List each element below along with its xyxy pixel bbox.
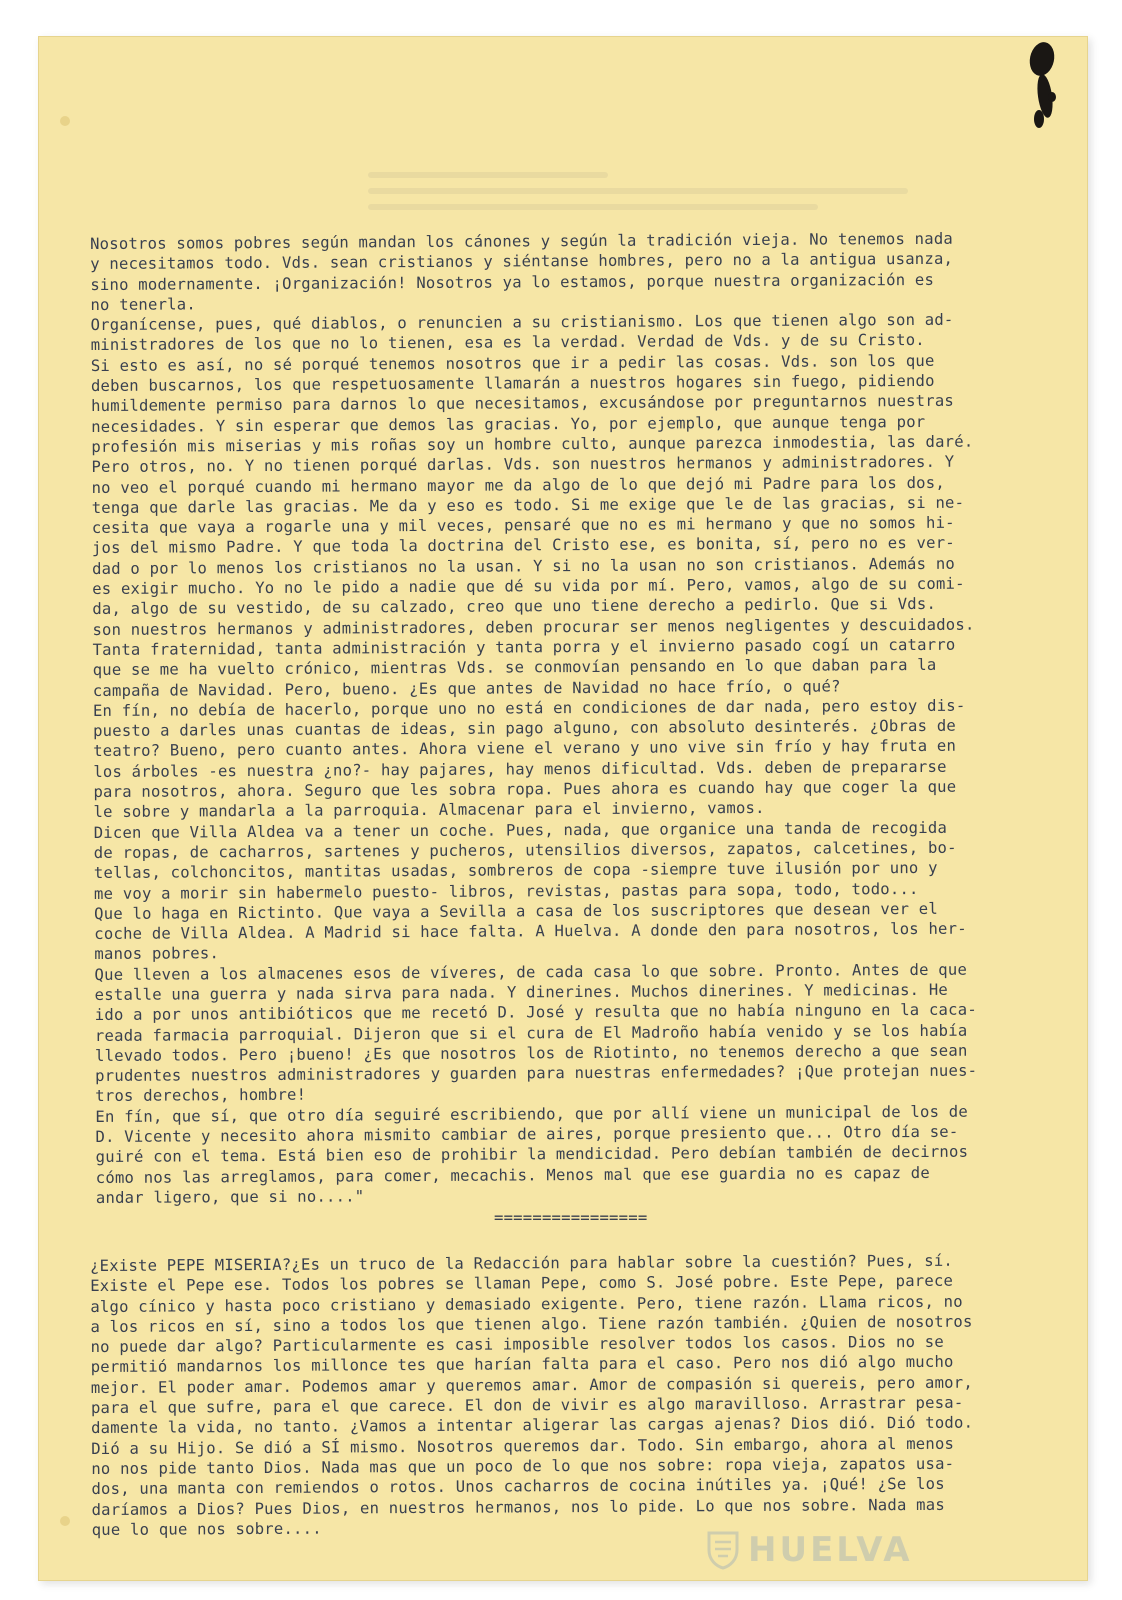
text-line: no tenerla.	[90, 295, 196, 314]
text-line: no veo el porqué cuando mi hermano mayor me da algo de lo que dejó mi Padre para los dos,	[91, 473, 945, 497]
text-line: da, algo de su vestido, de su calzado, creo que uno tiene derecho a pedirlo. Que si Vds.	[92, 595, 937, 619]
watermark-text: HUELVA	[748, 1530, 913, 1570]
text-line: tenga que darle las gracias. Me da y eso es todo. Si me exige que le de las gracias, si ne-	[91, 493, 965, 517]
text-line: ¿Existe PEPE MISERIA?¿Es un truco de la Redacción para hablar sobre la cuestión? Pues, sí.	[90, 1251, 954, 1275]
ink-stain	[1034, 110, 1044, 128]
text-line: Tanta fraternidad, tanta administración y tanta porra y el invierno pasado cogí un catarro	[92, 635, 956, 659]
shield-icon	[706, 1530, 740, 1570]
text-line: llevado todos. Pero ¡bueno! ¿Es que nosotros los de Riotinto, no tenemos derecho a que sean	[94, 1041, 968, 1065]
text-line: para nosotros, ahora. Seguro que les sobra ropa. Pues ahora es cuando hay que coger la que	[93, 777, 957, 802]
text-line: Pero otros, no. Y no tienen porqué darlas. Vds. son nuestros hermanos y administradores. Y	[91, 452, 955, 477]
text-line: campaña de Navidad. Pero, bueno. ¿Es que antes de Navidad no hace frío, o qué?	[92, 676, 841, 700]
text-line: puesto a darles unas cuantas de ideas, sin pago alguno, con absoluto desinterés. ¿Obras de	[92, 716, 957, 741]
text-line: permitió mandarnos los millonce tes que harían falta para el caso. Pero nos dió algo mucho	[90, 1353, 954, 1377]
text-line: estalle una guerra y nada sirva para nada. Y dinerines. Muchos dinerines. Y medicinas. He	[94, 980, 949, 1004]
text-line: a los ricos en sí, sino a todos los que tienen algo. Tiene razón también. ¿Quien de nosotros	[90, 1312, 973, 1336]
text-line: En fín, que sí, que otro día seguiré escribiendo, que por allí viene un municipal de los de	[95, 1102, 968, 1126]
ink-stain	[1048, 92, 1056, 102]
text-line: coche de Villa Aldea. A Madrid si hace falta. A Huelva. A donde den para nosotros, los her-	[94, 919, 967, 944]
text-line: Dió a su Hijo. Se dió a SÍ mismo. Nosotros queremos dar. Todo. Sin embargo, ahora al menos	[91, 1434, 955, 1458]
archive-watermark	[706, 1530, 913, 1570]
letter-body	[90, 228, 1046, 1208]
text-line: necesidades. Y sin esperar que demos las gracias. Yo, por ejemplo, que aunque tenga por	[91, 412, 926, 436]
text-line: Organícense, pues, qué diablos, o renuncien a su cristianismo. Los que tienen algo son ad-	[90, 310, 954, 335]
bleed-through-text	[368, 172, 968, 232]
text-line: que lo que nos sobre....	[91, 1519, 322, 1539]
text-line: tros derechos, hombre!	[95, 1086, 307, 1106]
text-line: sino modernamente. ¡Organización! Nosotros ya lo estamos, porque nuestra organización es	[90, 270, 935, 294]
text-line: me voy a morir sin habermelo puesto- libros, revistas, pastas para sopa, todo, todo...	[93, 879, 919, 903]
text-line: profesión mis miserias y mis roñas soy un hombre culto, aunque parezca inmodestia, las daré.	[91, 432, 974, 456]
text-line: Nosotros somos pobres según mandan los cánones y según la tradición vieja. No tenemos nada	[90, 229, 954, 253]
text-line: le sobre y mandarla a la parroquia. Almacenar para el invierno, vamos.	[93, 799, 765, 822]
text-line: Que lo haga en Rictinto. Que vaya a Sevilla a casa de los suscriptores que desean ver el	[94, 899, 938, 923]
paper-mark	[60, 1516, 70, 1526]
text-line: reada farmacia parroquial. Dijeron que si el cura de El Madroño había venido y se los había	[94, 1021, 968, 1045]
text-line: Si esto es así, no sé porqué tenemos nosotros que ir a pedir las cosas. Vds. son los que	[90, 351, 935, 375]
text-line: D. Vicente y necesito ahora mismito cambiar de aires, porque presiento que... Otro día se-	[95, 1122, 959, 1147]
text-line: son nuestros hermanos y administradores, deben procurar ser menos negligentes y descuidados.	[92, 615, 975, 639]
text-line: Existe el Pepe ese. Todos los pobres se llaman Pepe, como S. José pobre. Este Pepe, parece	[90, 1272, 954, 1296]
text-line: guiré con el tema. Está bien eso de prohibir la mendicidad. Pero debían también de decirnos	[95, 1143, 969, 1167]
text-line: cesita que vaya a rogarle una y mil veces, pensaré que no es mi hermano y que no somos hi-	[91, 513, 955, 538]
text-line: algo cínico y hasta poco cristiano y demasiado exigente. Pero, tiene razón. Llama ricos, no	[90, 1292, 963, 1316]
text-line: humildemente permiso para darnos lo que necesitamos, excusándose por preguntarnos nuestras	[90, 392, 955, 416]
text-line: dad o por lo menos los cristianos no la usan. Y si no la usan no son cristianos. Además no	[91, 554, 956, 578]
text-line: damente la vida, no tanto. ¿Vamos a intentar aligerar las cargas ajenas? Dios dió. Dió todo.	[90, 1413, 974, 1438]
text-line: Dicen que Villa Aldea va a tener un coche. Pues, nada, que organice una tanda de recogida	[93, 818, 948, 842]
text-line: es exigir mucho. Yo no le pido a nadie que dé su vida por mí. Pero, vamos, algo de su comi-	[92, 574, 965, 599]
text-line: En fín, no debía de hacerlo, porque uno no está en condiciones de dar nada, pero estoy dis-	[92, 696, 966, 720]
text-line: mejor. El poder amar. Podemos amar y queremos amar. Amor de compasión si quereis, pero amor,	[90, 1373, 973, 1397]
text-line: jos del mismo Padre. Y que toda la doctrina del Cristo ese, es bonita, sí, pero no es ver-	[91, 534, 955, 558]
text-line: no puede dar algo? Particularmente es casi imposible resolver todos los casos. Dios no se	[90, 1332, 944, 1357]
text-line: para el que sufre, para el que carece. El don de vivir es algo maravilloso. Arrastrar pesa-	[90, 1393, 964, 1418]
text-line: teatro? Bueno, pero cuanto antes. Ahora viene el verano y uno vive sin frío y hay fruta en	[93, 737, 957, 761]
text-line: no nos pide tanto Dios. Nada mas que un poco de lo que nos sobre: ropa vieja, zapatos usa-	[91, 1454, 955, 1478]
text-line: ministradores de los que no lo tienen, esa es la verdad. Verdad de Vds. y de su Cristo.	[90, 331, 925, 355]
text-line: y necesitamos todo. Vds. sean cristianos y siéntanse hombres, pero no a la antigua usanza,	[90, 250, 954, 274]
text-line: Que lleven a los almacenes esos de víveres, de cada casa lo que sobre. Pronto. Antes de que	[94, 960, 968, 984]
ink-stain	[1027, 40, 1058, 78]
text-line: de ropas, de cacharros, sartenes y pucheros, utensilios diversos, zapatos, calcetines, bo-	[93, 838, 957, 862]
text-line: daríamos a Dios? Pues Dios, en nuestros hermanos, nos lo pide. Lo que nos sobre. Nada mas	[91, 1495, 945, 1519]
text-line: dos, una manta con remiendos o rotos. Unos cacharros de cocina inútiles ya. ¡Qué! ¿Se los	[91, 1475, 945, 1499]
text-line: prudentes nuestros administradores y guarden para nuestras enfermedades? ¡Que protejan nues-	[95, 1061, 978, 1086]
text-line: andar ligero, que si no...."	[95, 1187, 365, 1207]
text-line: cómo nos las arreglamos, para comer, mecachis. Menos mal que ese guardia no es capaz de	[95, 1163, 930, 1187]
text-line: manos pobres.	[94, 944, 220, 964]
section-divider: ================	[494, 1209, 648, 1227]
text-line: los árboles -es nuestra ¿no?- hay pajares, hay menos dificultad. Vds. deben de prepararse	[93, 757, 947, 781]
paper-mark	[60, 116, 70, 126]
text-line: deben buscarnos, los que respetuosamente llamarán a nuestros hogares sin fuego, pidiendo	[90, 371, 935, 396]
text-line: tellas, colchoncitos, mantitas usadas, sombreros de copa -siempre tuve ilusión por uno y	[93, 859, 938, 883]
editorial-response	[90, 1250, 1042, 1540]
text-line: que se me ha vuelto crónico, mientras Vds. se conmovían pensando en lo que daban para la	[92, 656, 937, 680]
document-page	[38, 36, 1088, 1581]
text-line: ido a por unos antibióticos que me recetó D. José y resulta que no había ninguno en la caca-	[94, 1000, 977, 1025]
